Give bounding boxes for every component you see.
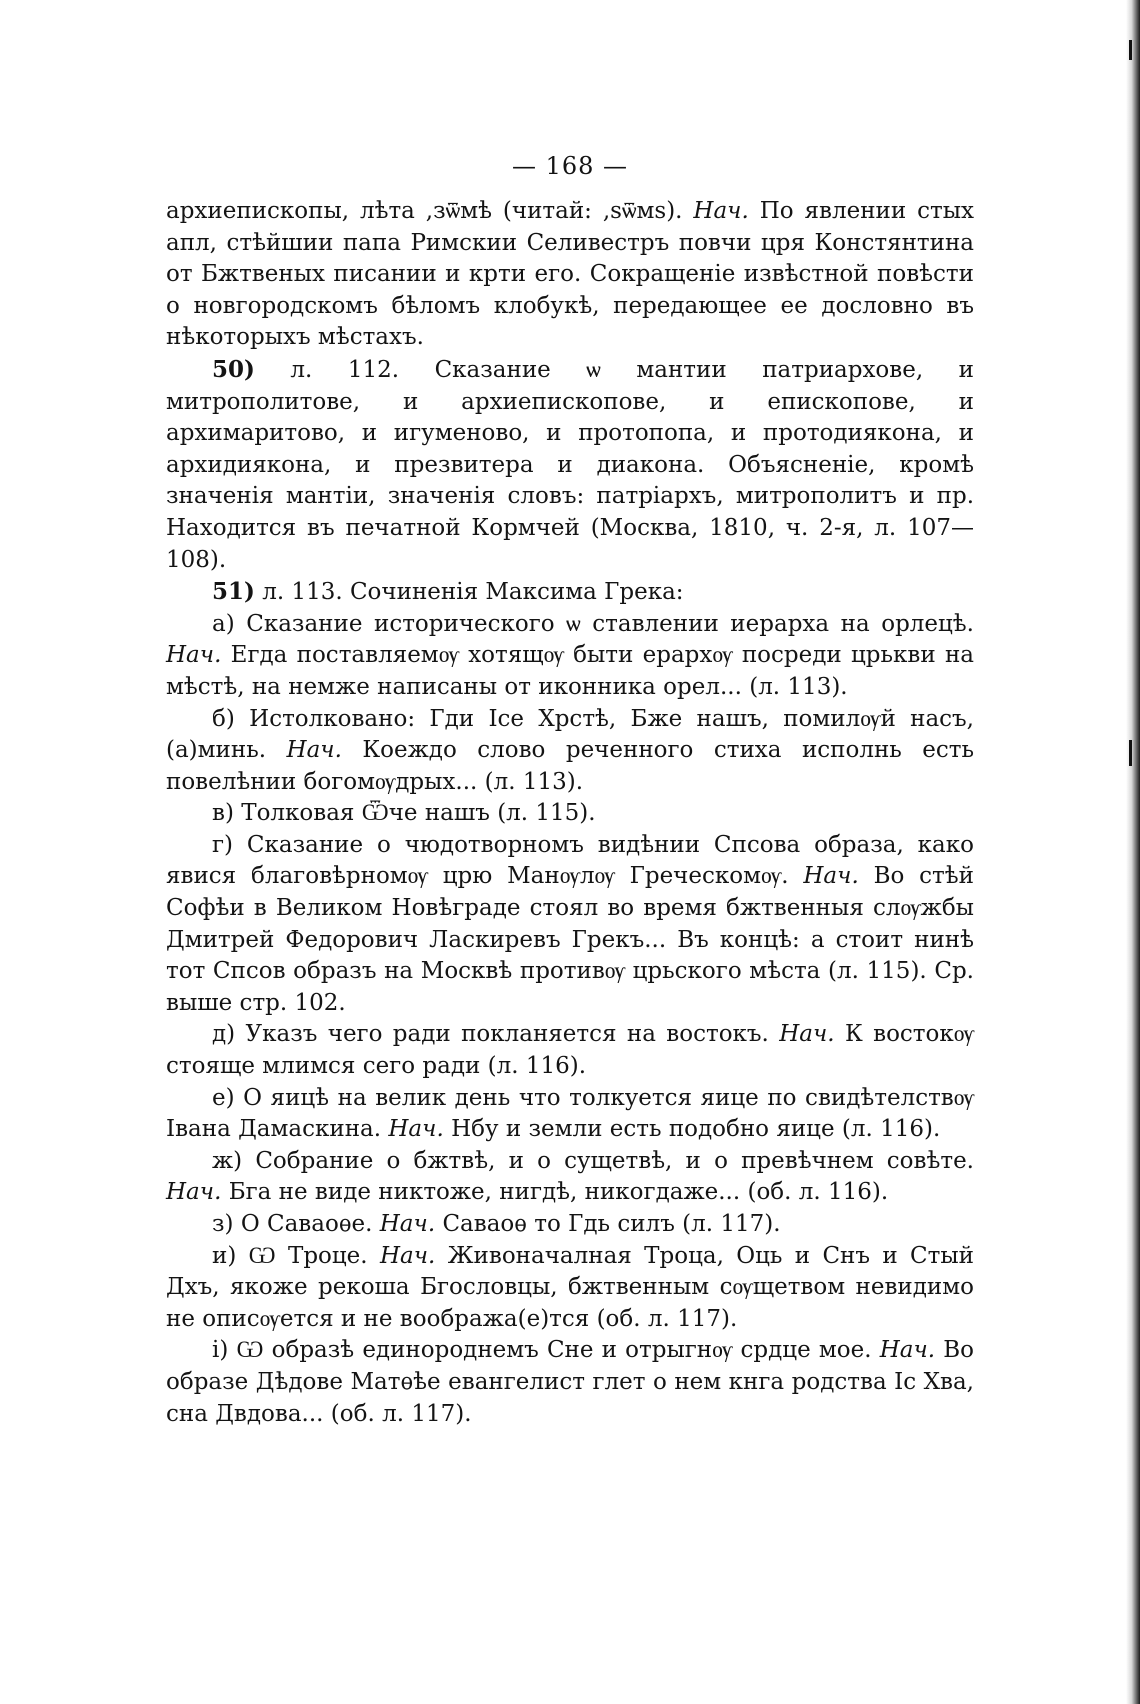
nach-marker: Нач. — [379, 1242, 436, 1269]
paragraph-continuation — [166, 196, 974, 354]
paragraph-item-51 — [166, 576, 974, 609]
nach-marker: Нач. — [779, 1021, 835, 1048]
nach-marker: Нач. — [166, 642, 222, 669]
nach-marker: Нач. — [286, 737, 342, 764]
paragraph-text: з) О Саваоѳе. Нач. Саваоѳ то Гдь силъ (л. 117). — [212, 1211, 781, 1237]
paragraph-text: д) Указъ чего ради покланяется на востокъ. Нач. К востокѹ стояще млимся сего ради (л. 116). — [166, 1021, 974, 1080]
paragraph-sub-v — [166, 798, 974, 830]
paragraph-text: г) Сказание о чюдотворномъ видѣнии Спсова образа, како явися благовѣрномѹ црю Манѹлѹ Греческомѹ. Нач. Во стѣй Софѣи в Великом Новѣграде стоял во время бжтвенныя слѹжбы Дмитрей Федорович Ласкиревъ Грекъ... Въ концѣ: а стоит нинѣ тот Спсов образъ на Москвѣ противѹ црьского мѣста (л. 115). Ср. выше стр. 102. — [166, 831, 974, 1016]
paragraph-sub-z — [166, 1209, 974, 1241]
paragraph-sub-d — [166, 1019, 974, 1082]
body-text — [166, 196, 974, 1430]
item-number: 51) — [212, 578, 255, 606]
nach-marker: Нач. — [803, 863, 859, 890]
paragraph-text: і) Ѡ образѣ единороднемъ Сне и отрыгнѹ срдце мое. Нач. Во образе Дѣдове Матѳѣе евангелист глет о нем кнга родства Іс Хва, сна Двдова... (об. л. 117). — [166, 1337, 975, 1427]
paragraph-text: и) Ѡ Троце. Нач. Живоначалная Троца, Оць и Снъ и Стый Дхъ, якоже рекоша Бгословцы, бжтвенным сѹщетвом невидимо не описѹется и не вообража(е)тся (об. л. 117). — [166, 1242, 975, 1332]
paragraph-text: б) Истолковано: Гди Ісе Хрстѣ, Бже нашъ, помилѹй насъ, (а)минь. Нач. Коеждо слово реченного стиха исполнь есть повелѣнии богомѹдрых... (л. 113). — [166, 705, 974, 795]
paragraph-sub-a — [166, 609, 974, 704]
page-edge-mark — [1129, 740, 1132, 766]
page-edge-mark — [1129, 40, 1132, 60]
nach-marker: Нач. — [166, 1179, 222, 1206]
page-edge-shadow — [1126, 0, 1140, 1704]
page-number: — 168 — — [511, 152, 629, 180]
item-number: 50) — [212, 355, 255, 383]
paragraph-text: л. 113. Сочиненія Максима Грека: — [262, 579, 684, 606]
paragraph-sub-zh — [166, 1146, 974, 1209]
paragraph-sub-e — [166, 1083, 974, 1146]
paragraph-text: ж) Собрание о бжтвѣ, и о сущетвѣ, и о превѣчнем совѣте. Нач. Бга не виде никтоже, нигдѣ, никогдаже... (об. л. 116). — [166, 1147, 974, 1206]
paragraph-sub-b — [166, 704, 974, 799]
nach-marker: Нач. — [693, 198, 749, 224]
paragraph-text: в) Толковая Ѿче нашъ (л. 115). — [212, 800, 596, 827]
nach-marker: Нач. — [388, 1116, 444, 1143]
paragraph-item-50 — [166, 354, 974, 576]
paragraph-text: архиепископы, лѣта ,зѿмѣ (читай: ,ѕѿмѕ). Нач. По явлении стых апл, стѣйшии папа Римскии Селивестръ повчи цря Констянтина от Бжтвеных писании и крти его. Сокращеніе извѣстной повѣсти о новгородскомъ бѣломъ клобукѣ, передающее ее дословно въ нѣкоторыхъ мѣстахъ. — [166, 198, 974, 351]
paragraph-sub-g — [166, 830, 974, 1020]
paragraph-sub-ii — [166, 1335, 974, 1430]
paragraph-text: а) Сказание исторического ѡ ставлении иерарха на орлецѣ. Нач. Егда поставляемѹ хотящѹ быти ерархѹ посреди црькви на мѣстѣ, на немже написаны от иконника орел... (л. 113). — [166, 610, 974, 700]
nach-marker: Нач. — [379, 1211, 436, 1237]
paragraph-sub-i — [166, 1241, 974, 1336]
paragraph-text: л. 112. Сказание ѡ мантии патриархове, и митрополитове, и архиепископове, и епископове, и архимаритово, и игуменово, и протопопа, и протодиякона, и архидиякона, и презвитера и диакона. Объясненіе, кромѣ значенія мантіи, значенія словъ: патріархъ, митрополитъ и пр. Находится въ печатной Кормчей (Москва, 1810, ч. 2-я, л. 107—108). — [166, 356, 974, 573]
paragraph-text: е) О яицѣ на велик день что толкуется яице по свидѣтелствѹ Івана Дамаскина. Нач. Нбу и земли есть подобно яице (л. 116). — [166, 1084, 974, 1143]
nach-marker: Нач. — [879, 1337, 936, 1364]
